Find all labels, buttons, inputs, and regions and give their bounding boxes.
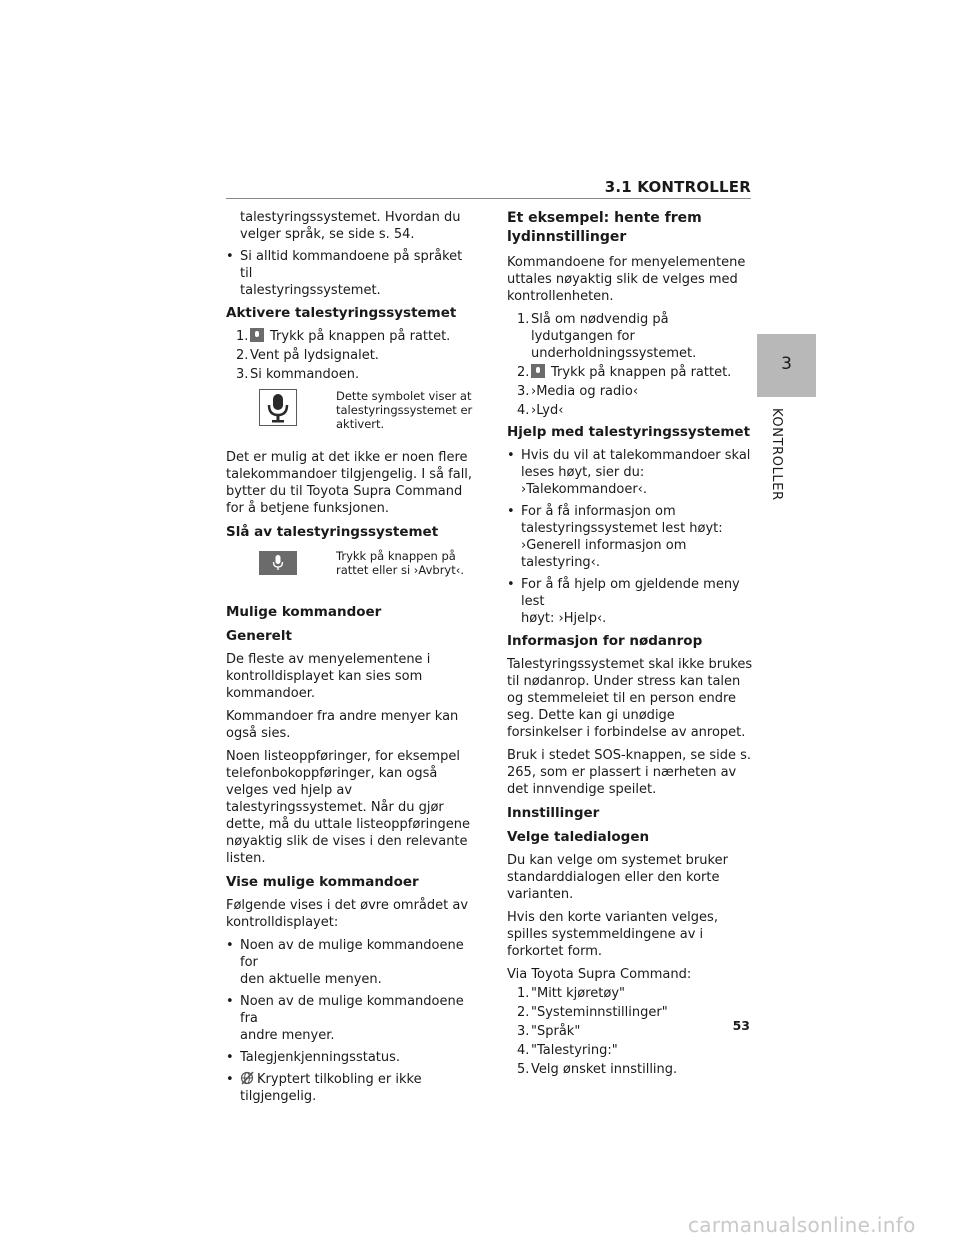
section-heading: Et eksempel: hente frem lydinnstillinger	[507, 210, 702, 245]
list-item	[507, 503, 753, 571]
step-text: Trykk på knappen på rattet.	[270, 329, 451, 344]
paragraph: Talestyringssystemet skal ikke brukes til nødanrop. Under stress kan talen og stemmeleiet til en person endre seg. Dette kan gi unødige forsinkelser i forbindelse av anropet.	[507, 657, 753, 740]
step-number: 1.	[517, 986, 530, 1001]
bullet-text: • Noen av de mulige kommandoene fra	[240, 994, 464, 1026]
chapter-number: 3	[781, 354, 792, 374]
bullet-text: • For å få hjelp om gjeldende meny lest	[521, 577, 740, 609]
paragraph: Kommandoene for menyelementene uttales nøyaktig slik de velges med kontrollenheten.	[507, 255, 746, 304]
step-number: 3.	[236, 367, 249, 382]
section-heading: Aktivere talestyringssystemet	[226, 305, 457, 321]
section-heading: Slå av talestyringssystemet	[226, 524, 439, 540]
list-item	[507, 1023, 753, 1040]
section-heading: Mulige kommandoer	[226, 604, 382, 620]
bullet-text-cont: talestyringssystemet.	[240, 283, 381, 298]
step-text: Vent på lydsignalet.	[250, 348, 379, 363]
bullet-text-cont: den aktuelle menyen.	[240, 972, 382, 987]
bullet-text: • Hvis du vil at talekommandoer skal	[521, 448, 751, 463]
left-column	[226, 209, 474, 1110]
chapter-tab	[757, 334, 816, 397]
section-heading: Vise mulige kommandoer	[226, 874, 419, 890]
list-item	[507, 364, 753, 381]
bullet-text: • Noen av de mulige kommandoene for	[240, 938, 464, 970]
step-number: 2.	[517, 1005, 530, 1020]
paragraph: Bruk i stedet SOS-knappen, se side s. 265, som er plassert i nærheten av det innvendige speilet.	[507, 748, 751, 797]
microphone-icon	[531, 364, 545, 378]
list-item	[226, 993, 474, 1044]
section-heading: Hjelp med talestyringssystemet	[507, 424, 751, 440]
paragraph: Du kan velge om systemet bruker standarddialogen eller den korte varianten.	[507, 853, 728, 902]
bullet-text-cont: leses høyt, sier du: ›Talekommandoer‹.	[521, 465, 647, 497]
list-item	[507, 1004, 753, 1021]
step-number: 2.	[517, 365, 530, 380]
via-steps	[507, 985, 753, 1078]
list-item	[507, 1042, 753, 1059]
figure-caption: Dette symbolet viser at talestyringssystemet er aktivert.	[336, 389, 473, 431]
step-text: ›Lyd‹	[531, 403, 564, 418]
section-title: 3.1 KONTROLLER	[604, 178, 751, 196]
running-header	[226, 178, 751, 200]
paragraph: Via Toyota Supra Command:	[507, 967, 692, 982]
bullet-text: • Talegjenkjenningsstatus.	[240, 1050, 401, 1065]
list-item	[507, 447, 753, 498]
list-item	[507, 311, 753, 362]
list-item	[226, 347, 474, 364]
paragraph: Det er mulig at det ikke er noen flere talekommandoer tilgjengelig. I så fall, bytter du til Toyota Supra Command for å betjene funksjonen.	[226, 450, 473, 516]
step-text: Si kommandoen.	[250, 367, 360, 382]
step-text: Slå om nødvendig på lydutgangen for underholdningssystemet.	[531, 312, 697, 361]
section-heading: Informasjon for nødanrop	[507, 633, 703, 649]
step-number: 1.	[517, 312, 530, 327]
paragraph: Kommandoer fra andre menyer kan også sies.	[226, 709, 459, 741]
bullet-text-cont: talestyringssystemet lest høyt: ›Generell informasjon om talestyring‹.	[521, 521, 723, 570]
bullet-text-cont: andre menyer.	[240, 1028, 335, 1043]
step-text: Velg ønsket innstilling.	[531, 1062, 678, 1077]
step-text: "Språk"	[531, 1024, 581, 1039]
list-item	[507, 985, 753, 1002]
paragraph: Noen listeoppføringer, for eksempel telefonbokoppføringer, kan også velges ved hjelp av talestyringssystemet. Når du gjør dette, må du uttale listeoppføringene nøyaktig slik de vises i den relevante listen.	[226, 749, 470, 866]
step-number: 4.	[517, 403, 530, 418]
list-item	[507, 576, 753, 627]
step-number: 1.	[236, 329, 249, 344]
list-item	[226, 366, 474, 383]
step-number: 3.	[517, 1024, 530, 1039]
steering-voice-button-icon	[259, 551, 297, 575]
page-number: 53	[732, 1018, 750, 1033]
header-divider	[226, 198, 751, 199]
list-item	[507, 1061, 753, 1078]
list-item	[226, 248, 474, 299]
list-item	[226, 1049, 474, 1066]
paragraph: De fleste av menyelementene i kontrolldisplayet kan sies som kommandoer.	[226, 652, 431, 701]
list-item	[226, 937, 474, 988]
intro-continuation: talestyringssystemet. Hvordan du velger språk, se side s. 54.	[240, 210, 461, 242]
bullet-text: Kryptert tilkobling er ikke	[257, 1072, 422, 1087]
list-item	[507, 383, 753, 400]
bullet-text: • For å få informasjon om	[521, 504, 676, 519]
list-item	[226, 1071, 474, 1105]
chapter-label: KONTROLLER	[769, 408, 784, 501]
right-column	[507, 209, 753, 1080]
paragraph: Hvis den korte varianten velges, spilles systemmeldingene av i forkortet form.	[507, 910, 718, 959]
step-text: "Mitt kjøretøy"	[531, 986, 626, 1001]
step-text: "Systeminnstillinger"	[531, 1005, 668, 1020]
deactivate-figure	[226, 549, 474, 595]
step-text: "Talestyring:"	[531, 1043, 618, 1058]
encryption-off-icon	[240, 1071, 254, 1085]
list-item	[507, 402, 753, 419]
example-steps	[507, 311, 753, 419]
step-number: 3.	[517, 384, 530, 399]
voice-active-icon	[259, 389, 297, 426]
paragraph: Følgende vises i det øvre området av kontrolldisplayet:	[226, 898, 469, 930]
step-text: ›Media og radio‹	[531, 384, 639, 399]
step-text: Trykk på knappen på rattet.	[551, 365, 732, 380]
activate-steps	[226, 328, 474, 383]
microphone-icon	[250, 328, 264, 342]
voice-active-figure	[226, 389, 474, 439]
sub-heading: Velge taledialogen	[507, 829, 650, 845]
step-number: 2.	[236, 348, 249, 363]
sub-heading: Generelt	[226, 628, 292, 644]
section-heading: Innstillinger	[507, 805, 600, 821]
bullet-text-cont: tilgjengelig.	[240, 1089, 317, 1104]
bullet-text: • Si alltid kommandoene på språket til	[240, 249, 463, 281]
step-number: 4.	[517, 1043, 530, 1058]
bullet-text-cont: høyt: ›Hjelp‹.	[521, 611, 607, 626]
step-number: 5.	[517, 1062, 530, 1077]
list-item	[226, 328, 474, 345]
figure-caption: Trykk på knappen på rattet eller si ›Avbryt‹.	[336, 549, 464, 577]
watermark: carmanualsonline.info	[688, 1213, 916, 1237]
